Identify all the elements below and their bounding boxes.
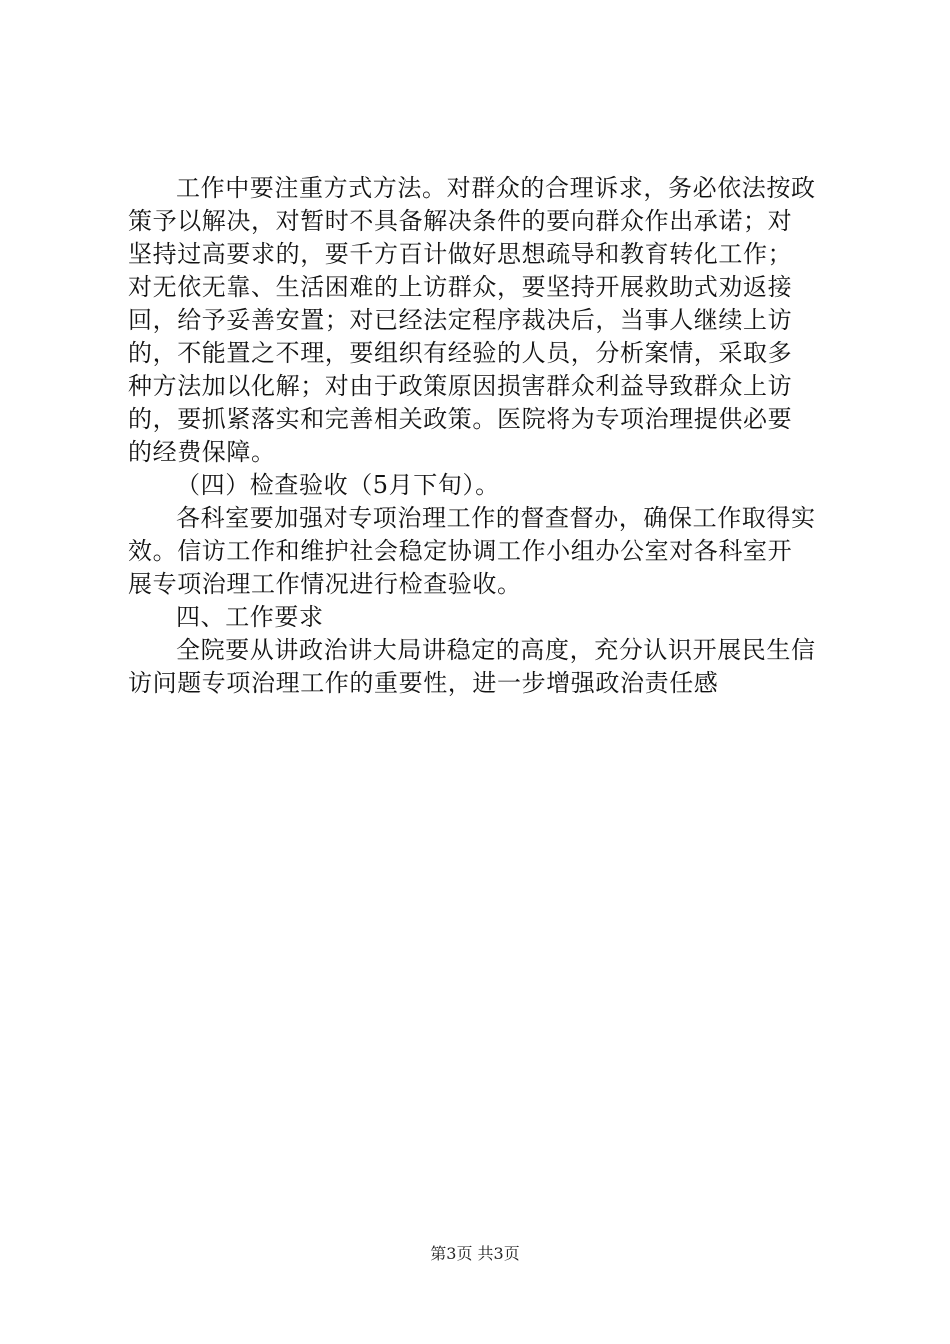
paragraph-line: 的，要抓紧落实和完善相关政策。医院将为专项治理提供必要: [128, 405, 793, 433]
paragraph-line: 展专项治理工作情况进行检查验收。: [128, 570, 522, 598]
page-number-footer: 第3页 共3页: [430, 1244, 520, 1263]
paragraph-line: 工作中要注重方式方法。对群众的合理诉求，务必依法按政: [176, 174, 816, 202]
paragraph-line: 的，不能置之不理，要组织有经验的人员，分析案情，采取多: [128, 339, 793, 367]
paragraph-line: 种方法加以化解；对由于政策原因损害群众利益导致群众上访: [128, 372, 793, 400]
document-body: [128, 172, 828, 700]
paragraph-line: 对无依无靠、生活困难的上访群众，要坚持开展救助式劝返接: [128, 273, 793, 301]
paragraph-line: 效。信访工作和维护社会稳定协调工作小组办公室对各科室开: [128, 537, 793, 565]
paragraph-line: 访问题专项治理工作的重要性，进一步增强政治责任感: [128, 669, 719, 697]
paragraph-line: 全院要从讲政治讲大局讲稳定的高度，充分认识开展民生信: [176, 636, 816, 664]
section-heading: 四、工作要求: [176, 603, 324, 631]
paragraph-line: 的经费保障。: [128, 438, 276, 466]
paragraph-line: 回，给予妥善安置；对已经法定程序裁决后，当事人继续上访: [128, 306, 793, 334]
section-heading: （四）检查验收（5月下旬）。: [176, 471, 500, 499]
paragraph-line: 各科室要加强对专项治理工作的督查督办，确保工作取得实: [176, 504, 816, 532]
paragraph-line: 策予以解决，对暂时不具备解决条件的要向群众作出承诺；对: [128, 207, 793, 235]
paragraph-line: 坚持过高要求的，要千方百计做好思想疏导和教育转化工作；: [128, 240, 793, 268]
